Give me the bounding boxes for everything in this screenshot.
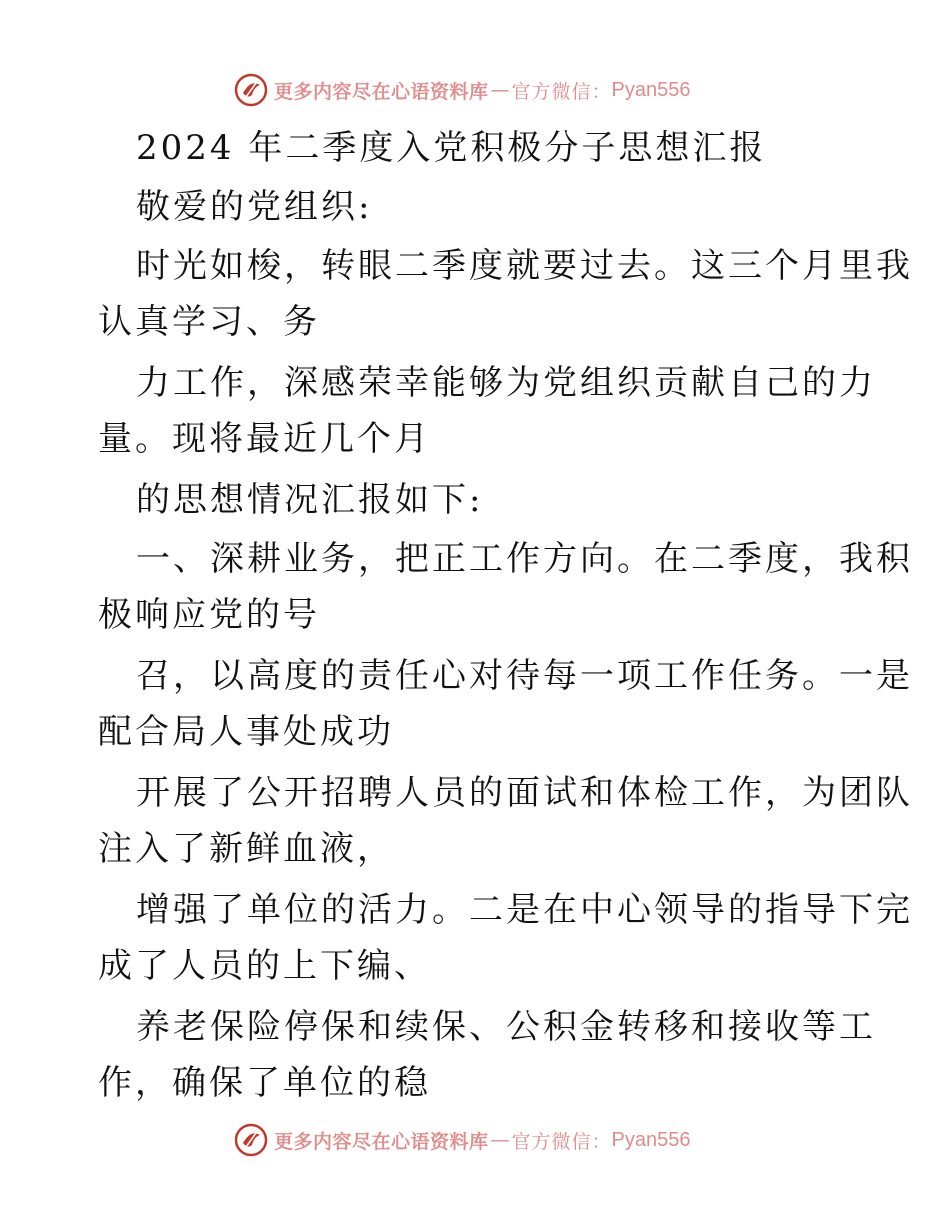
watermark-dash: — <box>490 1129 510 1151</box>
text-line: 配合局人事处成功 <box>98 712 394 752</box>
text-line: 量。现将最近几个月 <box>98 419 431 459</box>
text-line: 成了人员的上下编、 <box>98 946 431 986</box>
text-line: 注入了新鲜血液， <box>98 829 394 869</box>
brand-logo-icon <box>234 1123 268 1157</box>
watermark-label: 官方微信： <box>511 80 612 103</box>
text-line: 召，以高度的责任心对待每一项工作任务。一是 <box>136 656 913 696</box>
text-line: 认真学习、务 <box>98 302 320 342</box>
watermark-wechat-id: Pyan556 <box>611 78 691 101</box>
text-line: 的思想情况汇报如下: <box>136 480 484 520</box>
watermark-brand-text: 更多内容尽在心语资料库 <box>274 1130 489 1153</box>
text-line: 一、深耕业务，把正工作方向。在二季度，我积 <box>136 539 913 579</box>
watermark-dash: — <box>490 79 510 101</box>
footer-watermark <box>234 1122 691 1158</box>
document-title: 2024 年二季度入党积极分子思想汇报 <box>136 128 767 168</box>
salutation: 敬爱的党组织: <box>136 187 373 227</box>
text-line: 养老保险停保和续保、公积金转移和接收等工 <box>136 1007 876 1047</box>
text-line: 开展了公开招聘人员的面试和体检工作，为团队 <box>136 773 913 813</box>
brand-logo-icon <box>234 73 268 107</box>
watermark-brand-text: 更多内容尽在心语资料库 <box>274 80 489 103</box>
text-line: 作，确保了单位的稳 <box>98 1063 431 1103</box>
text-line: 极响应党的号 <box>98 595 320 635</box>
watermark-wechat-id: Pyan556 <box>611 1128 691 1151</box>
text-line: 增强了单位的活力。二是在中心领导的指导下完 <box>136 890 913 930</box>
header-watermark <box>234 72 691 108</box>
text-line: 时光如梭，转眼二季度就要过去。这三个月里我 <box>136 246 913 286</box>
text-line: 力工作，深感荣幸能够为党组织贡献自己的力 <box>136 363 876 403</box>
watermark-label: 官方微信： <box>511 1130 612 1153</box>
